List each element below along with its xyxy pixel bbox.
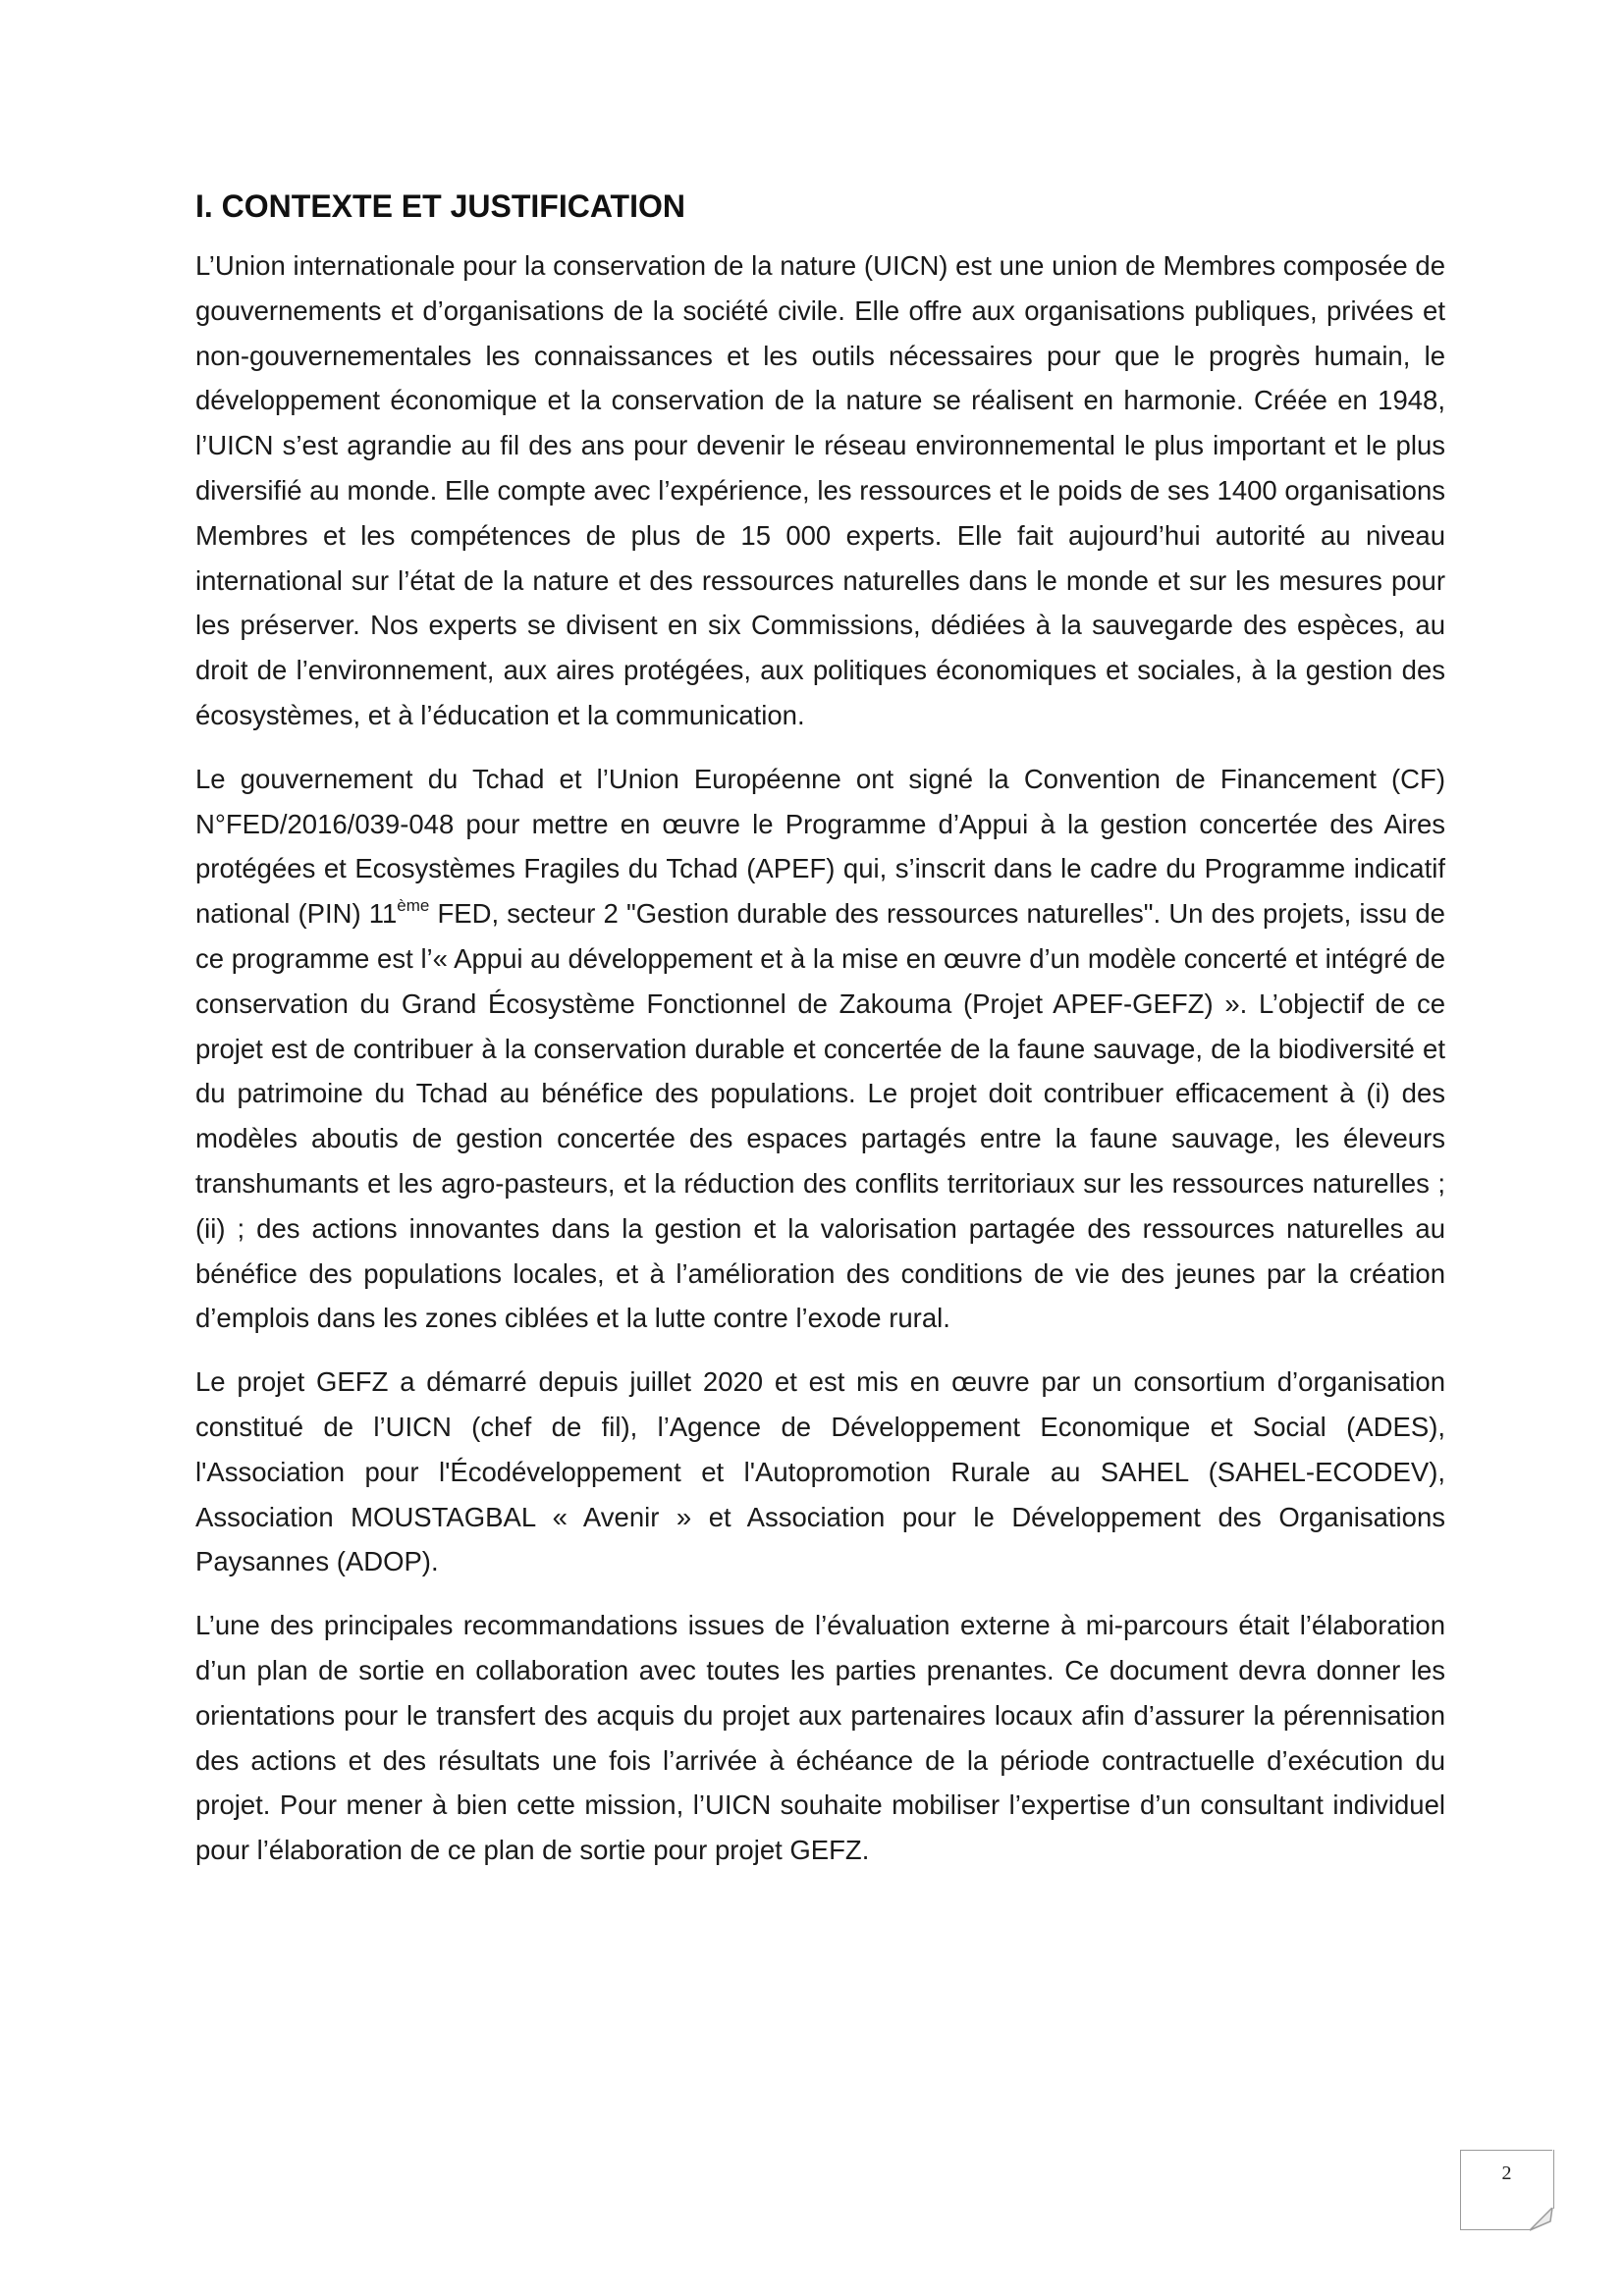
document-page [195,187,1445,1892]
paragraph-projet-gefz-consortium: Le projet GEFZ a démarré depuis juillet 2020 et est mis en œuvre par un consortium d’organisation constitué de l’UICN (chef de fil), l’Agence de Développement Economique et Social (ADES), l'Association pour l'Écodéveloppement et l'Autopromotion Rurale au SAHEL (SAHEL-ECODEV), Association MOUSTAGBAL « Avenir » et Association pour le Développement des Organisations Paysannes (ADOP). [195,1366,1445,1577]
section-heading: I. CONTEXTE ET JUSTIFICATION [195,188,685,224]
paragraph-programme-apef-text-2: FED, secteur 2 "Gestion durable des ressources naturelles". Un des projets, issu de ce programme est l’« Appui au développement et à la mise en œuvre d’un modèle concerté et intégré de conservation du Grand Écosystème Fonctionnel de Zakouma (Projet APEF-GEFZ) ». L’objectif de ce projet est de contribuer à la conservation durable et concertée de la faune sauvage, de la biodiversité et du patrimoine du Tchad au bénéfice des populations. Le projet doit contribuer efficacement à (i) des modèles aboutis de gestion concertée des espaces partagés entre la faune sauvage, les éleveurs transhumants et les agro-pasteurs, et la réduction des conflits territoriaux sur les ressources naturelles ; (ii) ; des actions innovantes dans la gestion et la valorisation partagée des ressources naturelles au bénéfice des populations locales, et à l’amélioration des conditions de vie des jeunes par la création d’emplois dans les zones ciblées et la lutte contre l’exode rural. [195,898,1445,1334]
paragraph-programme-apef [195,757,1445,1341]
page-curl-icon [1530,2208,1555,2233]
paragraph-uicn-presentation: L’Union internationale pour la conservation de la nature (UICN) est une union de Membres composée de gouvernements et d’organisations de la société civile. Elle offre aux organisations publiques, privées et non-gouvernementales les connaissances et les outils nécessaires pour que le progrès humain, le développement économique et la conservation de la nature se réalisent en harmonie. Créée en 1948, l’UICN s’est agrandie au fil des ans pour devenir le réseau environnemental le plus important et le plus diversifié au monde. Elle compte avec l’expérience, les ressources et le poids de ses 1400 organisations Membres et les compétences de plus de 15 000 experts. Elle fait aujourd’hui autorité au niveau international sur l’état de la nature et des ressources naturelles dans le monde et sur les mesures pour les préserver. Nos experts se divisent en six Commissions, dédiées à la sauvegarde des espèces, au droit de l’environnement, aux aires protégées, aux politiques économiques et sociales, à la gestion des écosystèmes, et à l’éducation et la communication. [195,250,1445,730]
paragraph-recommandation-plan-sortie: L’une des principales recommandations issues de l’évaluation externe à mi-parcours était l’élaboration d’un plan de sortie en collaboration avec toutes les parties prenantes. Ce document devra donner les orientations pour le transfert des acquis du projet aux partenaires locaux afin d’assurer la pérennisation des actions et des résultats une fois l’arrivée à échéance de la période contractuelle d’exécution du projet. Pour mener à bien cette mission, l’UICN souhaite mobiliser l’expertise d’un consultant individuel pour l’élaboration de ce plan de sortie pour projet GEFZ. [195,1610,1445,1866]
ordinal-superscript: ème [397,896,430,916]
paragraph-programme-apef-text-1: Le gouvernement du Tchad et l’Union Européenne ont signé la Convention de Financement (CF) N°FED/2016/039-048 pour mettre en œuvre le Programme d’Appui à la gestion concertée des Aires protégées et Ecosystèmes Fragiles du Tchad (APEF) qui, s’inscrit dans le cadre du Programme indicatif national (PIN) 11 [195,763,1445,930]
page-number: 2 [1501,2163,1512,2184]
